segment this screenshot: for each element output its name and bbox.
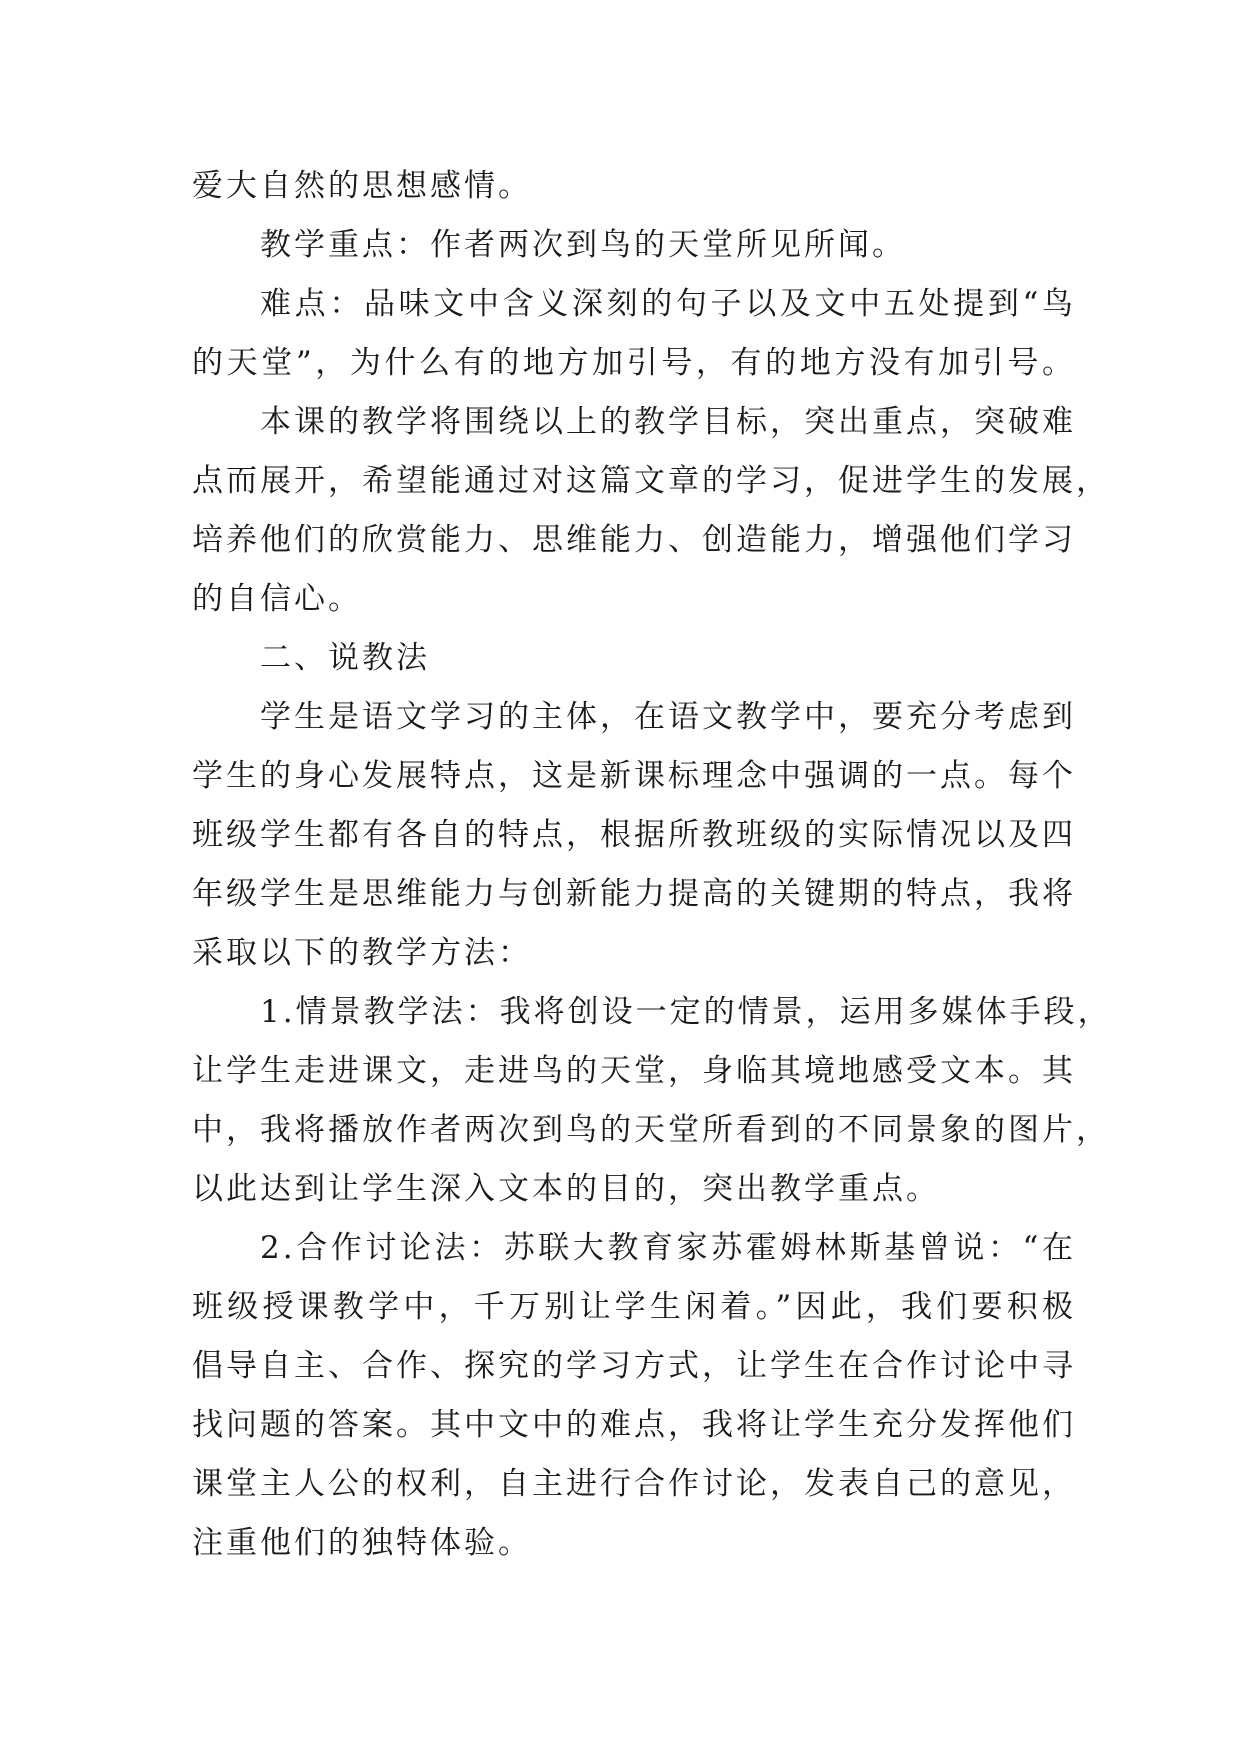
text-line: 的天堂”，为什么有的地方加引号，有的地方没有加引号。	[192, 345, 1076, 381]
text-line: 爱大自然的思想感情。	[192, 168, 532, 204]
text-line: 教学重点：作者两次到鸟的天堂所见所闻。	[260, 227, 906, 263]
text-line: 课堂主人公的权利，自主进行合作讨论，发表自己的意见，	[192, 1466, 1076, 1502]
text-line: 年级学生是思维能力与创新能力提高的关键期的特点，我将	[192, 876, 1076, 912]
text-line: 1.情景教学法：我将创设一定的情景，运用多媒体手段，	[260, 994, 1112, 1030]
text-line: 2.合作讨论法：苏联大教育家苏霍姆林斯基曾说：“在	[260, 1230, 1076, 1266]
text-line: 以此达到让学生深入文本的目的，突出教学重点。	[192, 1171, 940, 1207]
text-line: 注重他们的独特体验。	[192, 1525, 532, 1561]
text-line: 班级学生都有各自的特点，根据所教班级的实际情况以及四	[192, 817, 1076, 853]
body-text	[192, 157, 1112, 1573]
section-heading: 二、说教法	[260, 640, 430, 676]
text-line: 学生的身心发展特点，这是新课标理念中强调的一点。每个	[192, 758, 1076, 794]
text-line: 倡导自主、合作、探究的学习方式，让学生在合作讨论中寻	[192, 1348, 1076, 1384]
text-line: 班级授课教学中，千万别让学生闲着。”因此，我们要积极	[192, 1289, 1076, 1325]
text-line: 培养他们的欣赏能力、思维能力、创造能力，增强他们学习	[192, 522, 1076, 558]
text-line: 找问题的答案。其中文中的难点，我将让学生充分发挥他们	[192, 1407, 1076, 1443]
text-line: 的自信心。	[192, 581, 362, 617]
text-line: 点而展开，希望能通过对这篇文章的学习，促进学生的发展，	[192, 463, 1110, 499]
text-line: 中，我将播放作者两次到鸟的天堂所看到的不同景象的图片，	[192, 1112, 1110, 1148]
text-line: 学生是语文学习的主体，在语文教学中，要充分考虑到	[260, 699, 1076, 735]
text-line: 本课的教学将围绕以上的教学目标，突出重点，突破难	[260, 404, 1076, 440]
text-line: 让学生走进课文，走进鸟的天堂，身临其境地感受文本。其	[192, 1053, 1076, 1089]
text-line: 难点：品味文中含义深刻的句子以及文中五处提到“鸟	[260, 286, 1076, 322]
text-line: 采取以下的教学方法：	[192, 935, 532, 971]
